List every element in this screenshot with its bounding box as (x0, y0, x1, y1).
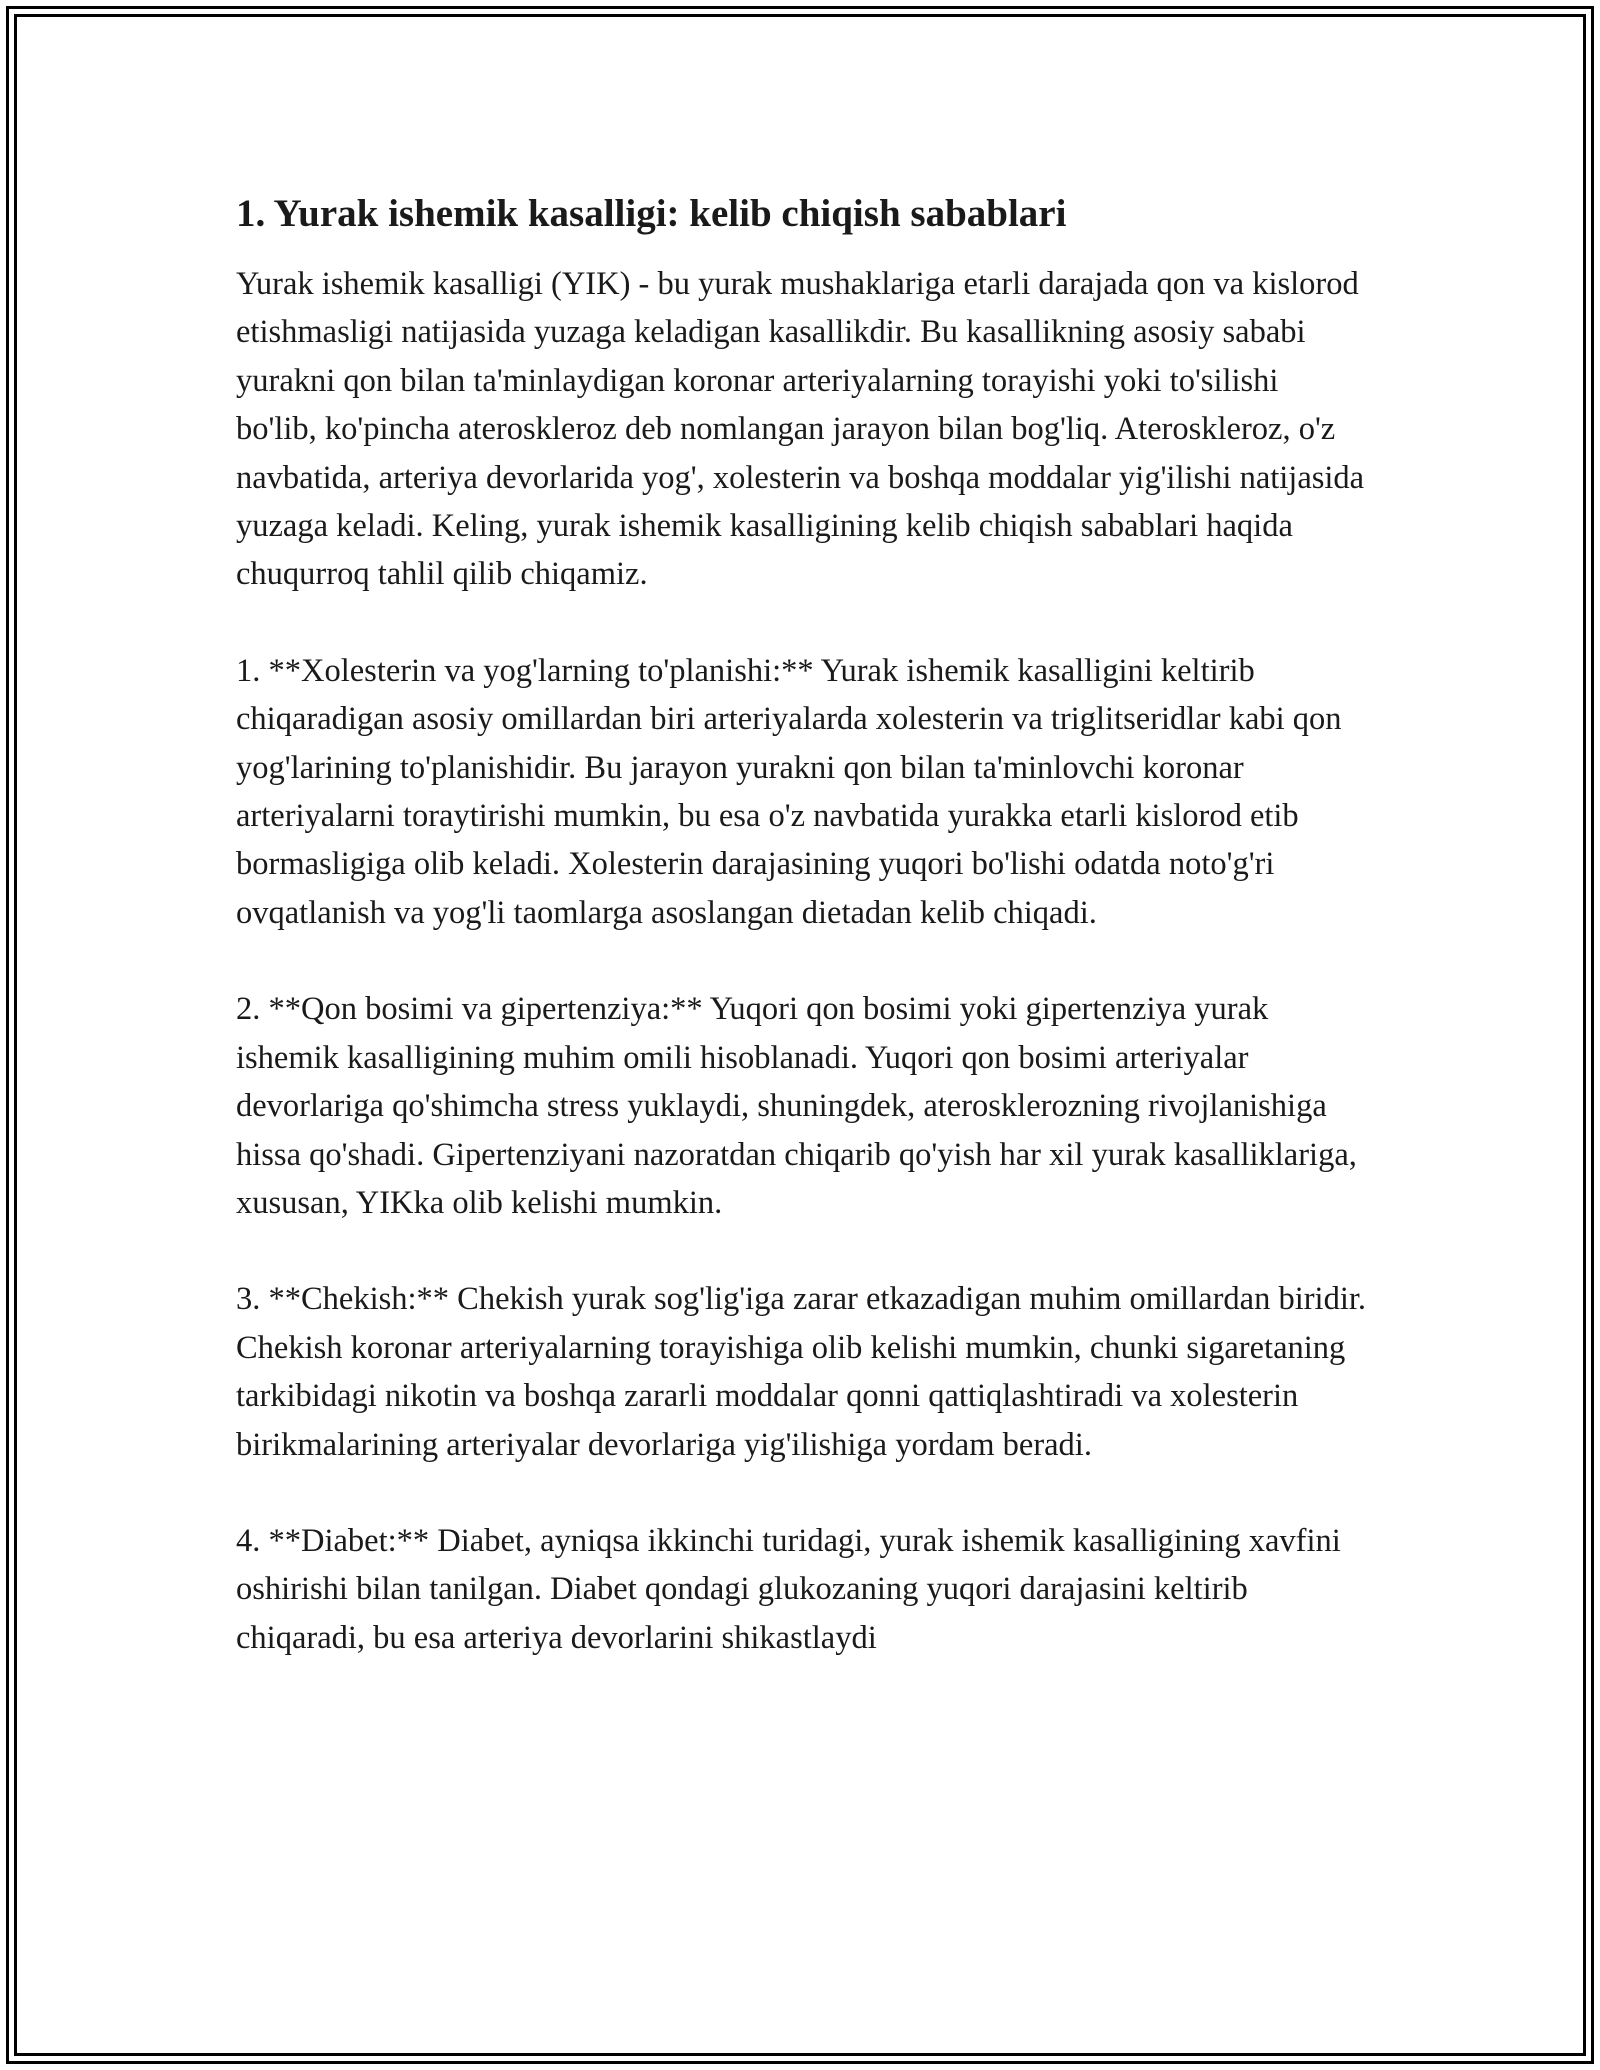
paragraph-intro: Yurak ishemik kasalligi (YIK) - bu yurak mushaklariga etarli darajada qon va kislorod etishmasligi natijasida yuzaga keladigan kasallikdir. Bu kasallikning asosiy sababi yurakni qon bilan ta'minlaydigan koronar arteriyalarning torayishi yoki to'silishi bo'lib, ko'pincha ateroskleroz deb nomlangan jarayon bilan bog'liq. Ateroskleroz, o'z navbatida, arteriya devorlarida yog', xolesterin va boshqa moddalar yig'ilishi natijasida yuzaga keladi. Keling, yurak ishemik kasalligining kelib chiqish sabablari haqida chuqurroq tahlil qilib chiqamiz. (236, 266, 1365, 593)
paragraph-cholesterol: 1. **Xolesterin va yog'larning to'planishi:** Yurak ishemik kasalligini keltirib chiqaradigan asosiy omillardan biri arteriyalarda xolesterin va triglitseridlar kabi qon yog'larining to'planishidir. Bu jarayon yurakni qon bilan ta'minlovchi koronar arteriyalarni toraytirishi mumkin, bu esa o'z navbatida yurakka etarli kislorod etib bormasligiga olib keladi. Xolesterin darajasining yuqori bo'lishi odatda noto'g'ri ovqatlanish va yog'li taomlarga asoslangan dietadan kelib chiqadi. (236, 652, 1342, 931)
paragraph-smoking: 3. **Chekish:** Chekish yurak sog'lig'iga zarar etkazadigan muhim omillardan biridir. Chekish koronar arteriyalarning torayishiga olib kelishi mumkin, chunki sigaretaning tarkibidagi nikotin va boshqa zararli moddalar qonni qattiqlashtiradi va xolesterin birikmalarining arteriyalar devorlariga yig'ilishiga yordam beradi. (236, 1281, 1367, 1463)
paragraph-blood-pressure: 2. **Qon bosimi va gipertenziya:** Yuqori qon bosimi yoki gipertenziya yurak ishemik kasalligining muhim omili hisoblanadi. Yuqori qon bosimi arteriyalar devorlariga qo'shimcha stress yuklaydi, shuningdek, aterosklerozning rivojlanishiga hissa qo'shadi. Gipertenziyani nazoratdan chiqarib qo'yish har xil yurak kasalliklariga, xususan, YIKka olib kelishi mumkin. (236, 991, 1357, 1221)
document-page (236, 186, 1366, 1662)
paragraph-diabetes: 4. **Diabet:** Diabet, ayniqsa ikkinchi turidagi, yurak ishemik kasalligining xavfini oshirishi bilan tanilgan. Diabet qondagi glukozaning yuqori darajasini keltirib chiqaradi, bu esa arteriya devorlarini shikastlaydi (236, 1522, 1341, 1656)
document-title: 1. Yurak ishemik kasalligi: kelib chiqish sabablari (236, 192, 1067, 235)
